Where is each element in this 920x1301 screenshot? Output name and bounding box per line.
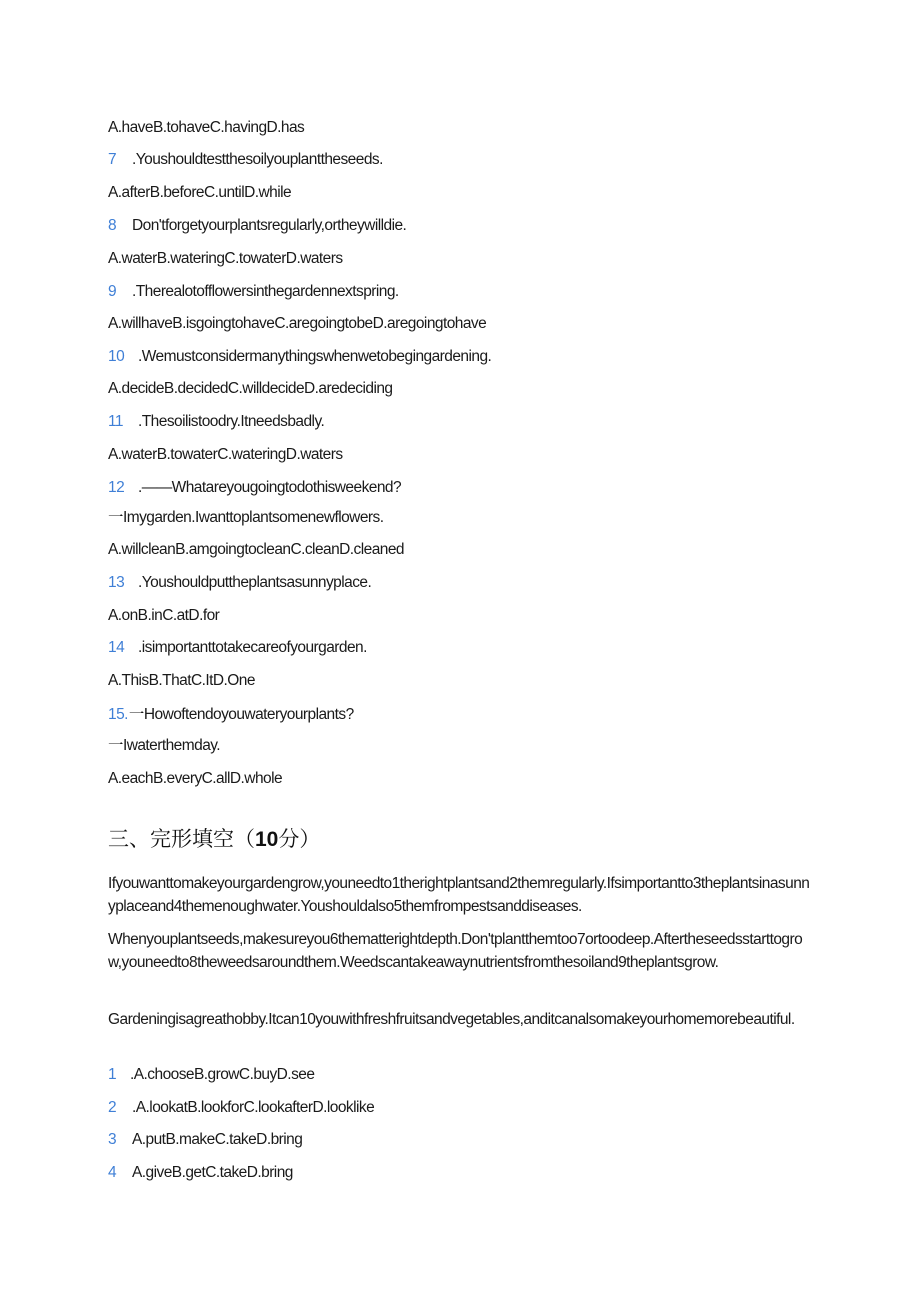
q15-text: 一Howoftendoyouwateryourplants? — [128, 706, 354, 723]
cloze-paragraph-3: Gardeningisagreathobby.Itcan10youwithfreshfruitsandvegetables,anditcanalsomakeyourhomemorebeautiful. — [108, 1011, 795, 1028]
q8-options: A.waterB.wateringC.towaterD.waters — [108, 250, 343, 267]
q13-options: A.onB.inC.atD.for — [108, 607, 220, 624]
q10-question — [108, 347, 491, 367]
q11-options: A.waterB.towaterC.wateringD.waters — [108, 446, 343, 463]
q14-number: 14 — [108, 639, 125, 656]
q12-number: 12 — [108, 479, 125, 496]
cloze-item-2-number: 2 — [108, 1099, 117, 1116]
q14-options: A.ThisB.ThatC.ItD.One — [108, 672, 255, 689]
cloze-item-3-text: A.putB.makeC.takeD.bring — [132, 1131, 303, 1148]
section3-title-score: 10 — [255, 828, 279, 851]
q8-number: 8 — [108, 217, 117, 234]
cloze-item-4-text: A.giveB.getC.takeD.bring — [132, 1164, 293, 1181]
q7-number: 7 — [108, 151, 117, 168]
q12-text: .——Whatareyougoingtodothisweekend? — [138, 479, 402, 496]
q11-number: 11 — [108, 413, 123, 430]
cloze-item-3 — [108, 1130, 302, 1150]
q15-number: 15. — [108, 706, 128, 723]
cloze-paragraph-1: Ifyouwanttomakeyourgardengrow,youneedto1therightplantsand2themregularly.Ifsimportantto3theplantsinasunnyplaceand4themenoughwater.Youshouldalso5themfrompestsanddiseases. — [108, 875, 810, 915]
q9-options: A.willhaveB.isgoingtohaveC.aregoingtobeD.aregoingtohave — [108, 315, 487, 332]
q15-reply: 一Iwaterthemday. — [108, 737, 221, 754]
cloze-item-2-text: .A.lookatB.lookforC.lookafterD.looklike — [132, 1099, 375, 1116]
q11-question — [108, 412, 324, 432]
q15-question — [108, 705, 354, 725]
cloze-item-4-number: 4 — [108, 1164, 117, 1181]
q10-text: .Wemustconsidermanythingswhenwetobegingardening. — [138, 348, 492, 365]
q10-number: 10 — [108, 348, 125, 365]
q13-text: .Youshouldputtheplantsasunnyplace. — [138, 574, 372, 591]
cloze-item-1 — [108, 1065, 314, 1085]
section3-title-prefix: 三、完形填空（ — [108, 828, 255, 851]
q11-text: .Thesoilistoodry.Itneedsbadly. — [138, 413, 325, 430]
cloze-item-1-text: .A.chooseB.growC.buyD.see — [130, 1066, 315, 1083]
q9-text: .Therealotofflowersinthegardennextspring. — [132, 283, 399, 300]
cloze-paragraph-2: Whenyouplantseeds,makesureyou6thematterightdepth.Don'tplantthemtoo7ortoodeep.Aftertheseedsstarttogrow,youneedto8theweedsaroundthem.Weedscantakeawaynutrientsfromthesoiland9theplantsgrow. — [108, 931, 803, 971]
q15-options: A.eachB.everyC.allD.whole — [108, 770, 283, 787]
cloze-item-4 — [108, 1163, 293, 1183]
section3-title-suffix: 分） — [278, 828, 321, 851]
q9-number: 9 — [108, 283, 117, 300]
section3-heading — [108, 826, 320, 854]
q12-options: A.willcleanB.amgoingtocleanC.cleanD.cleaned — [108, 541, 405, 558]
cloze-item-2 — [108, 1098, 374, 1118]
q14-question — [108, 638, 367, 658]
q12-question — [108, 478, 401, 498]
q8-text: Don'tforgetyourplantsregularly,ortheywilldie. — [132, 217, 407, 234]
q8-question — [108, 216, 406, 236]
q13-number: 13 — [108, 574, 125, 591]
q7-options: A.afterB.beforeC.untilD.while — [108, 184, 292, 201]
cloze-item-3-number: 3 — [108, 1131, 117, 1148]
q7-text: .Youshouldtestthesoilyouplanttheseeds. — [132, 151, 383, 168]
q6-options: A.haveB.tohaveC.havingD.has — [108, 119, 305, 136]
q9-question — [108, 282, 399, 302]
q10-options: A.decideB.decidedC.willdecideD.aredeciding — [108, 380, 393, 397]
q7-question — [108, 150, 383, 170]
q12-reply: 一Imygarden.Iwanttoplantsomenewflowers. — [108, 509, 384, 526]
cloze-item-1-number: 1 — [108, 1066, 117, 1083]
q13-question — [108, 573, 371, 593]
q14-text: .isimportanttotakecareofyourgarden. — [138, 639, 367, 656]
